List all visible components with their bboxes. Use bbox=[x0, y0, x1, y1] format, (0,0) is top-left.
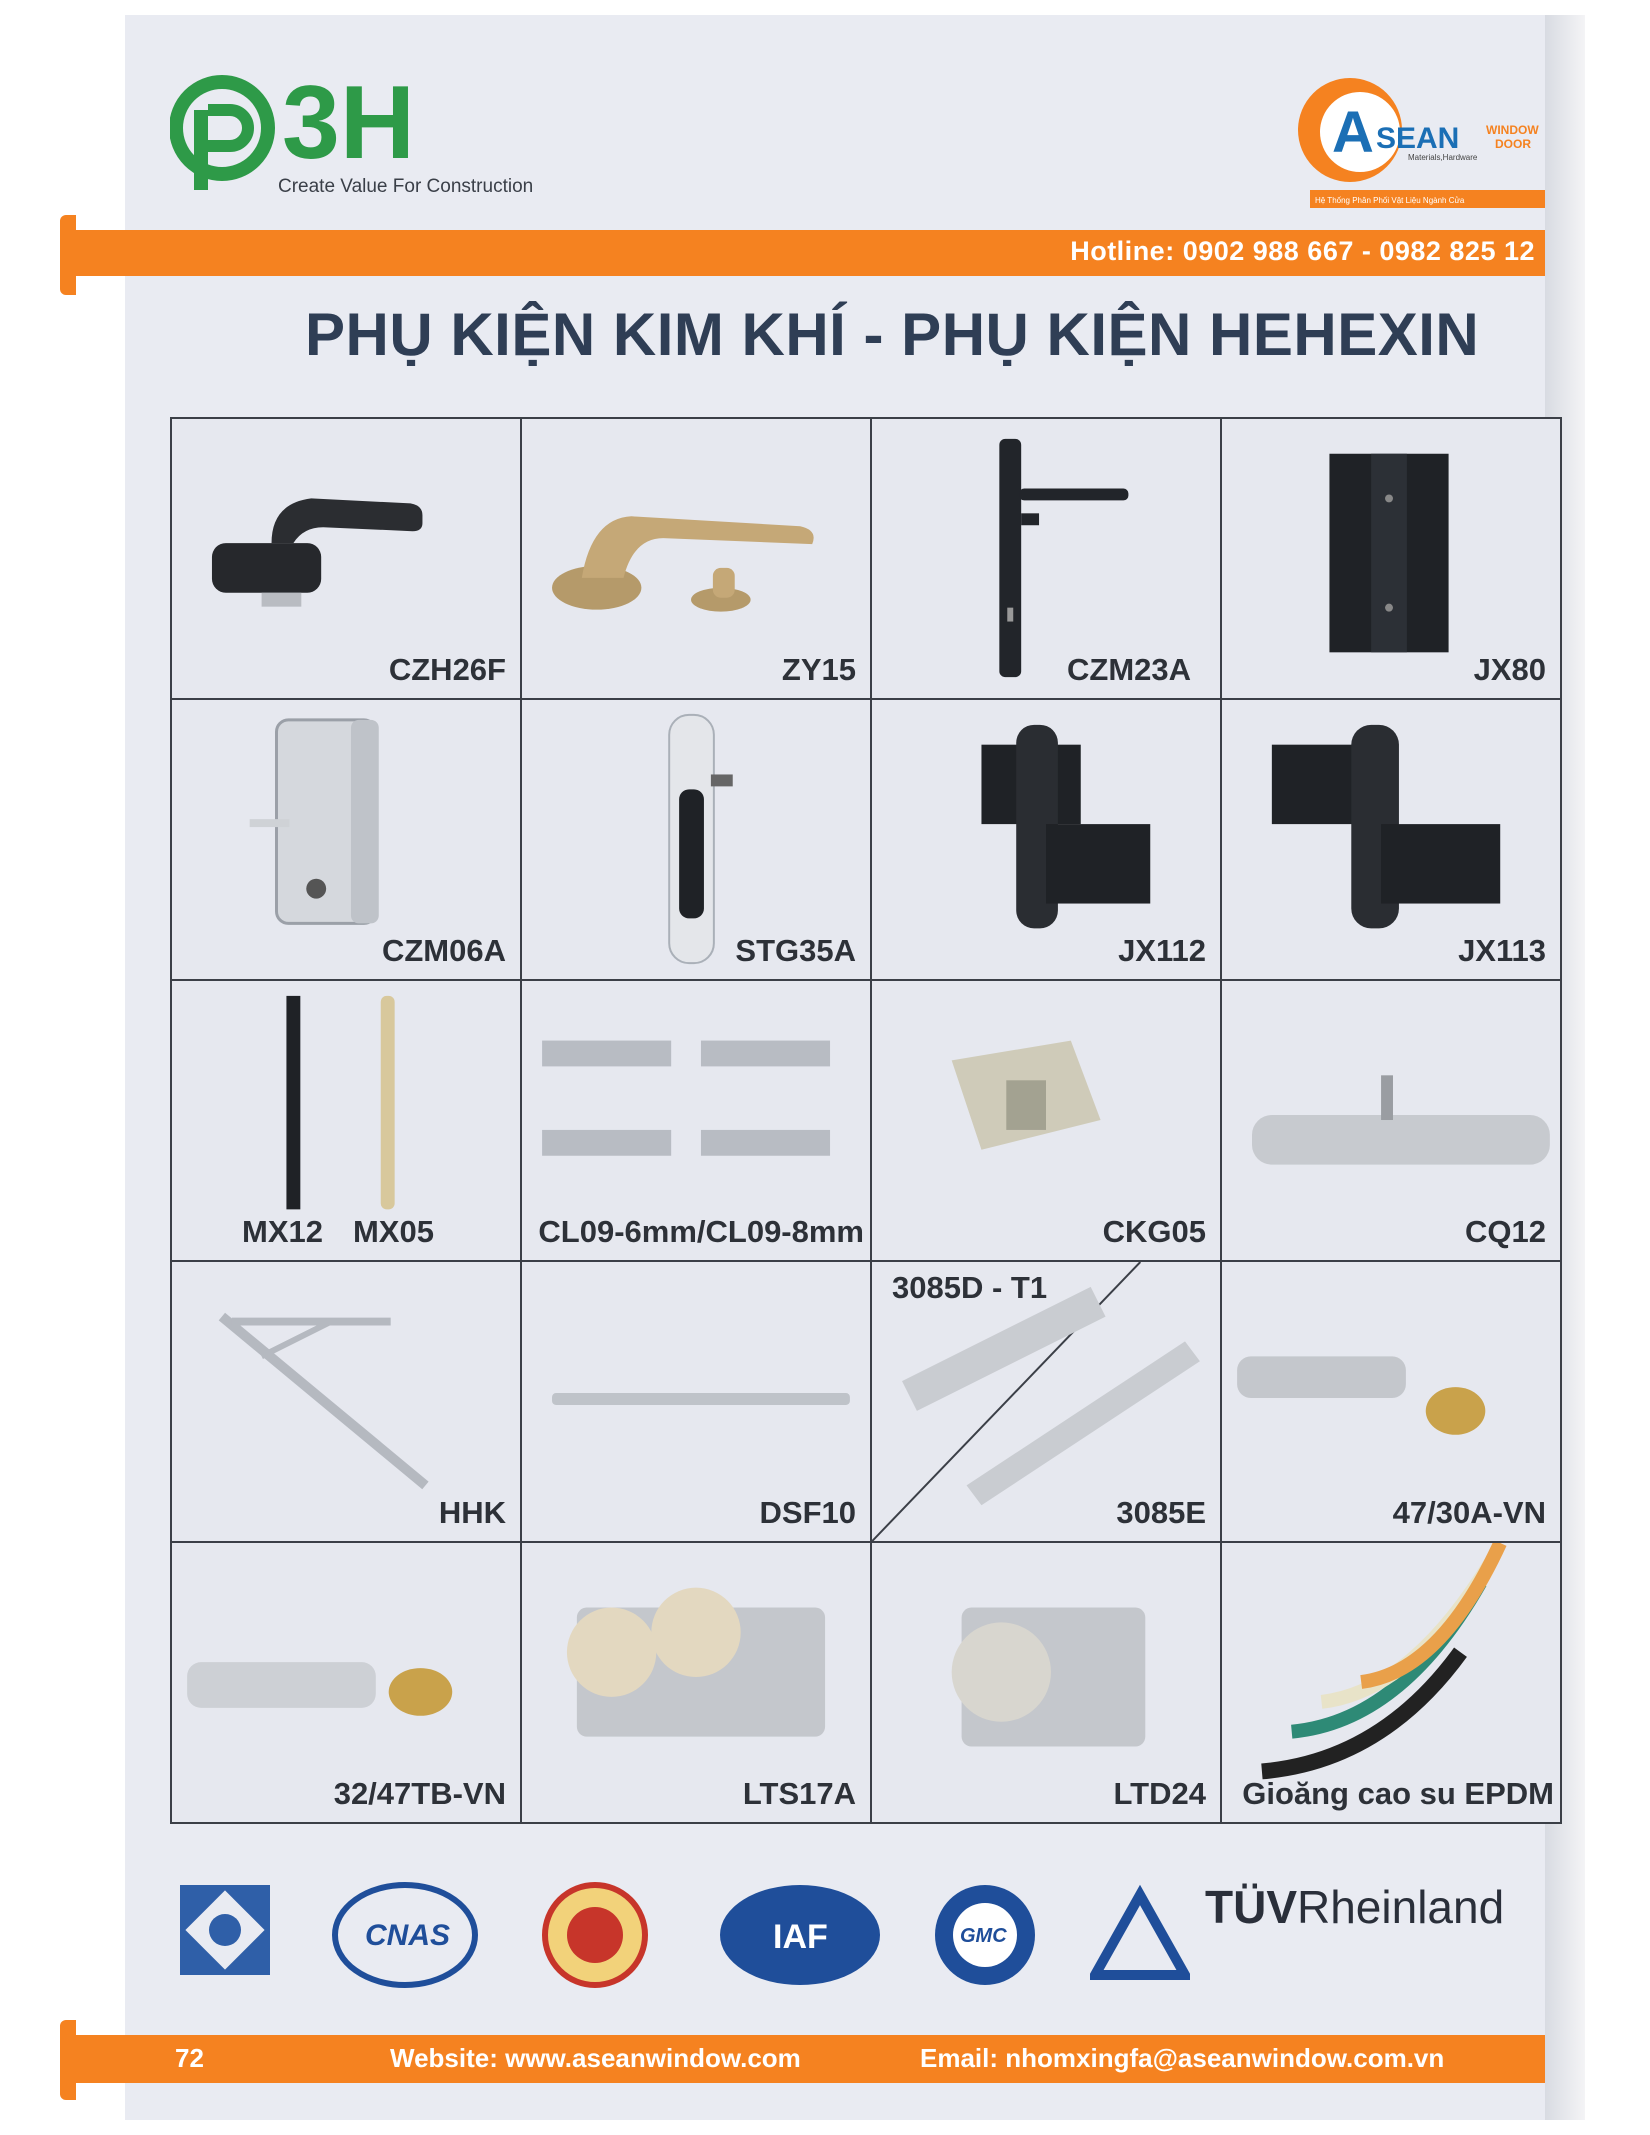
svg-text:GMC: GMC bbox=[960, 1925, 1007, 1947]
product-code: CL09-6mm/CL09-8mm bbox=[538, 1214, 864, 1249]
product-cell bbox=[1222, 981, 1562, 1262]
product-code: CZM06A bbox=[381, 933, 506, 968]
product-cell bbox=[872, 419, 1222, 700]
product-cell bbox=[522, 1543, 872, 1824]
product-cell bbox=[522, 700, 872, 981]
product-code: CZH26F bbox=[388, 652, 506, 687]
product-cell bbox=[872, 700, 1222, 981]
cert-tuv-triangle-icon bbox=[1090, 1880, 1190, 1995]
product-cell bbox=[172, 1262, 522, 1543]
product-code-pair bbox=[242, 1214, 434, 1250]
product-code: Gioăng cao su EPDM bbox=[1242, 1776, 1554, 1811]
product-code: MX12 bbox=[242, 1214, 323, 1249]
product-cell bbox=[1222, 419, 1562, 700]
product-cell bbox=[1222, 1262, 1562, 1543]
product-code: 32/47TB-VN bbox=[333, 1776, 506, 1811]
cert-seal-logo bbox=[540, 1880, 650, 1995]
svg-text:A: A bbox=[1332, 100, 1374, 165]
product-code: HHK bbox=[438, 1495, 506, 1530]
product-code: CKG05 bbox=[1102, 1214, 1206, 1249]
page-number: 72 bbox=[175, 2043, 204, 2073]
product-code: JX80 bbox=[1473, 652, 1546, 687]
cert-cnas-logo bbox=[330, 1880, 480, 1995]
product-code: CQ12 bbox=[1465, 1214, 1546, 1249]
product-code: CZM23A bbox=[1067, 652, 1192, 687]
product-cell bbox=[1222, 700, 1562, 981]
product-code: 3085E bbox=[1116, 1495, 1206, 1530]
product-code-top: 3085D - T1 bbox=[892, 1270, 1048, 1305]
email-link[interactable]: Email: nhomxingfa@aseanwindow.com.vn bbox=[920, 2043, 1445, 2073]
product-cell bbox=[1222, 1543, 1562, 1824]
scan-left-margin bbox=[0, 0, 60, 2135]
logo-asean-caption: Hệ Thống Phân Phối Vật Liệu Ngành Cửa bbox=[1315, 196, 1465, 205]
product-code: 47/30A-VN bbox=[1392, 1495, 1546, 1530]
website-link[interactable]: Website: www.aseanwindow.com bbox=[390, 2043, 801, 2073]
product-code: LTS17A bbox=[742, 1776, 856, 1811]
product-grid bbox=[170, 417, 1562, 1824]
product-cell bbox=[172, 981, 522, 1262]
product-cell bbox=[522, 981, 872, 1262]
page-title: PHỤ KIỆN KIM KHÍ - PHỤ KIỆN HEHEXIN bbox=[305, 301, 1480, 368]
footer-bar bbox=[60, 2035, 1545, 2083]
cert-iaf-logo bbox=[715, 1880, 885, 1995]
product-cell bbox=[172, 700, 522, 981]
product-cell bbox=[522, 1262, 872, 1543]
cert-quality-icon bbox=[175, 1880, 275, 1985]
product-cell bbox=[872, 1262, 1222, 1543]
logo-3h-text: 3H bbox=[282, 70, 415, 181]
product-code: JX113 bbox=[1458, 933, 1546, 968]
product-cell bbox=[872, 1543, 1222, 1824]
logo-3h bbox=[170, 70, 550, 200]
cert-tuv-text: TÜVRheinland bbox=[1205, 1881, 1505, 1933]
logo-tagline: Create Value For Construction bbox=[278, 176, 534, 197]
certification-logos bbox=[170, 1880, 1550, 2000]
product-code: STG35A bbox=[735, 933, 856, 968]
product-code: MX05 bbox=[352, 1214, 434, 1249]
cert-gmc-logo bbox=[930, 1880, 1040, 1995]
logo-asean-door: DOOR bbox=[1495, 137, 1531, 151]
product-cell bbox=[172, 1543, 522, 1824]
product-cell bbox=[522, 419, 872, 700]
product-code: LTD24 bbox=[1113, 1776, 1206, 1811]
hotline-text: Hotline: 0902 988 667 - 0982 825 12 bbox=[1070, 236, 1535, 266]
logo-asean bbox=[1290, 70, 1545, 215]
logo-asean-sub: Materials,Hardware bbox=[1408, 153, 1478, 162]
logo-asean-window: WINDOW bbox=[1486, 123, 1539, 137]
svg-text:CNAS: CNAS bbox=[365, 1919, 451, 1952]
product-cell bbox=[872, 981, 1222, 1262]
product-code: JX112 bbox=[1118, 933, 1206, 968]
product-cell bbox=[172, 419, 522, 700]
hotline-bar bbox=[60, 230, 1545, 276]
logo-asean-text: SEAN bbox=[1376, 122, 1460, 155]
svg-text:IAF: IAF bbox=[773, 1918, 828, 1956]
product-code: DSF10 bbox=[759, 1495, 856, 1530]
product-code: ZY15 bbox=[781, 652, 856, 687]
